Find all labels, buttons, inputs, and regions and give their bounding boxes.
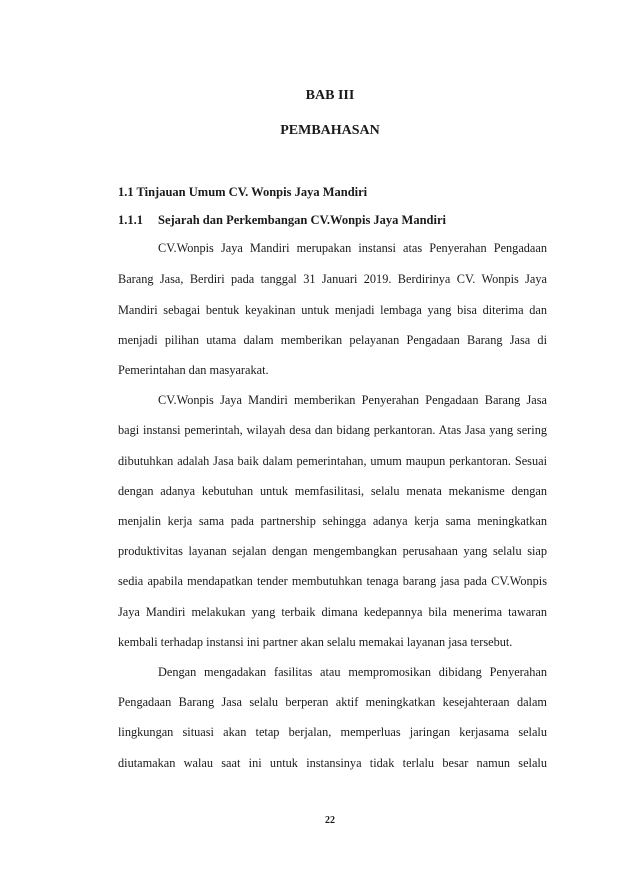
paragraph-3-line: Pengadaan Barang Jasa selalu berperan aktif meningkatkan kesejahteraan dalam [118, 695, 547, 709]
paragraph-2-line: Jaya Mandiri melakukan yang terbaik dimana kedepannya bila menerima tawaran [118, 605, 547, 619]
paragraph-2-line: sedia apabila mendapatkan tender membutuhkan tenaga barang jasa pada CV.Wonpis [118, 574, 547, 588]
paragraph-2-line: dengan adanya kebutuhan untuk memfasilitasi, selalu menata mekanisme dengan [118, 484, 547, 498]
paragraph-3-line: Dengan mengadakan fasilitas atau mempromosikan dibidang Penyerahan [158, 665, 547, 679]
paragraph-2-line: bagi instansi pemerintah, wilayah desa dan bidang perkantoran. Atas Jasa yang sering [118, 423, 547, 437]
paragraph-1-line: Barang Jasa, Berdiri pada tanggal 31 Januari 2019. Berdirinya CV. Wonpis Jaya [118, 272, 547, 286]
paragraph-2-line: kembali terhadap instansi ini partner akan selalu memakai layanan jasa tersebut. [118, 635, 513, 649]
paragraph-1-line: CV.Wonpis Jaya Mandiri merupakan instansi atas Penyerahan Pengadaan [158, 241, 547, 255]
paragraph-3-line: lingkungan situasi akan tetap berjalan, memperluas jaringan kerjasama selalu [118, 725, 547, 739]
paragraph-2-line: dibutuhkan adalah Jasa baik dalam pemerintahan, umum maupun perkantoran. Sesuai [118, 454, 547, 468]
paragraph-1-line: Pemerintahan dan masyarakat. [118, 363, 269, 377]
paragraph-2-line: CV.Wonpis Jaya Mandiri memberikan Penyerahan Pengadaan Barang Jasa [158, 393, 547, 407]
chapter-number: BAB III [305, 88, 355, 103]
paragraph-1-line: menjadi pilihan utama dalam memberikan pelayanan Pengadaan Barang Jasa di [118, 333, 547, 347]
paragraph-2-line: produktivitas layanan sejalan dengan mengembangkan perusahaan yang selalu siap [118, 544, 547, 558]
subsection-heading [118, 213, 446, 228]
page-number: 22 [325, 815, 335, 826]
subsection-title: Sejarah dan Perkembangan CV.Wonpis Jaya Mandiri [158, 213, 447, 227]
section-heading: 1.1 Tinjauan Umum CV. Wonpis Jaya Mandiri [118, 185, 368, 199]
paragraph-1-line: Mandiri sebagai bentuk keyakinan untuk menjadi lembaga yang bisa diterima dan [118, 303, 547, 317]
paragraph-3-line: diutamakan walau saat ini untuk instansinya tidak terlalu besar namun selalu [118, 756, 547, 770]
chapter-title: PEMBAHASAN [280, 123, 380, 138]
subsection-number: 1.1.1 [118, 213, 143, 227]
paragraph-2-line: menjalin kerja sama pada partnership sehingga adanya kerja sama meningkatkan [118, 514, 547, 528]
